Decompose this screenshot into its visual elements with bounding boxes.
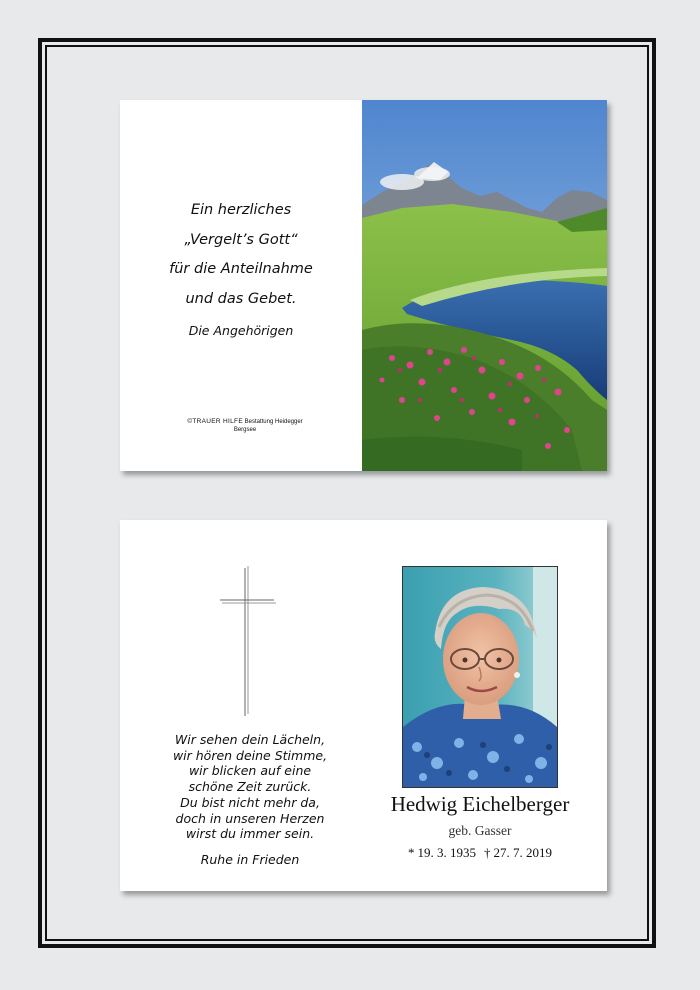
cross-icon	[218, 566, 278, 718]
deceased-name: Hedwig Eichelberger	[390, 792, 570, 816]
birth-date: 19. 3. 1935	[417, 845, 476, 860]
thank-you-card	[120, 100, 607, 471]
thanks-line: und das Gebet.	[185, 290, 297, 307]
credit-line: Bestattung Heidegger	[244, 419, 303, 425]
poem-line: wir hören deine Stimme,	[172, 747, 328, 763]
poem-line: wir blicken auf eine	[188, 763, 312, 779]
portrait-photo	[402, 566, 558, 788]
credit-logo: ©TRAUER HILFE	[187, 418, 243, 425]
landscape-photo	[362, 100, 607, 471]
poem-line: Wir sehen dein Lächeln,	[174, 732, 326, 747]
birth-symbol: *	[408, 845, 415, 860]
funeral-home-credit	[170, 418, 320, 434]
thank-you-text	[120, 196, 362, 338]
credit-line: Bergsee	[233, 427, 257, 433]
thanks-line: Ein herzliches	[190, 202, 292, 218]
poem-line: schöne Zeit zurück.	[188, 779, 312, 795]
memorial-card	[120, 520, 607, 891]
memorial-poem	[150, 732, 350, 867]
death-date: 27. 7. 2019	[493, 845, 552, 860]
poem-line: wirst du immer sein.	[185, 826, 315, 842]
poem-line: Du bist nicht mehr da,	[180, 794, 320, 810]
thanks-line: für die Anteilnahme	[169, 261, 313, 277]
maiden-name: geb. Gasser	[448, 823, 512, 838]
family-signature: Die Angehörigen	[188, 323, 294, 338]
death-symbol: †	[484, 845, 491, 860]
closing-phrase: Ruhe in Frieden	[200, 851, 300, 867]
poem-line: doch in unseren Herzen	[175, 810, 325, 826]
thanks-line: „Vergelt’s Gott“	[184, 231, 298, 248]
life-dates	[372, 845, 588, 861]
